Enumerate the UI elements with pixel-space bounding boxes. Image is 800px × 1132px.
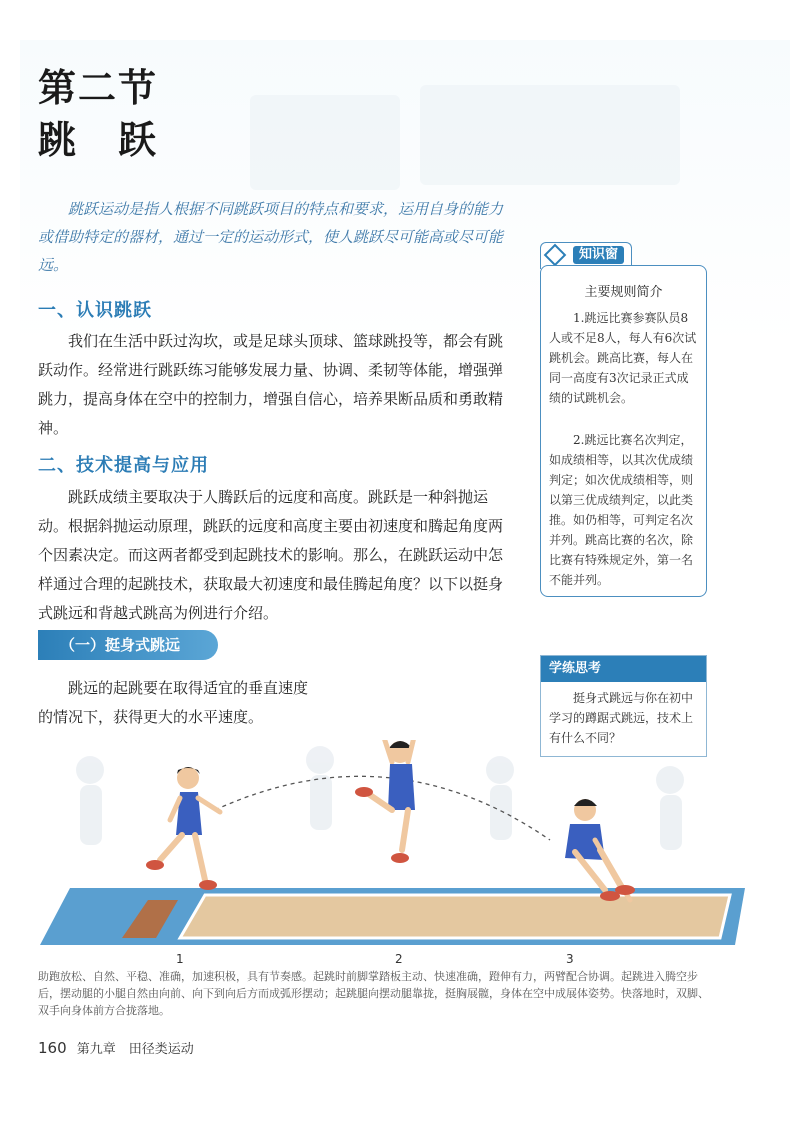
athlete-landing	[565, 799, 635, 901]
section-paragraph-recognize-jumping: 我们在生活中跃过沟坎，或是足球头顶球、篮球跳投等，都会有跳跃动作。经常进行跳跃练习能够发展力量、协调、柔韧等体能，增强弹跳力，提高身体在空中的控制力，增强自信心，培养果断品质和勇敢精神。	[38, 332, 504, 437]
figure-label-3: 3	[566, 952, 574, 966]
footer-chapter: 第九章 田径类运动	[76, 1042, 194, 1057]
section-paragraph-technique: 跳跃成绩主要取决于人腾跃后的远度和高度。跳跃是一种斜抛运动。根据斜抛运动原理，跳跃的远度和高度主要由初速度和腾起角度两个因素决定。而这两者都受到起跳技术的影响。那么，在跳跃运动中怎样通过合理的起跳技术，获取最大初速度和最佳腾起角度？以下以挺身式跳远和背越式跳高为例进行介绍。	[38, 488, 504, 622]
section-heading-recognize-jumping: 一、认识跳跃	[38, 300, 152, 321]
long-jump-illustration	[30, 740, 760, 955]
background-ghost-image	[250, 95, 400, 190]
chapter-number: 第二节	[38, 65, 159, 110]
figure-caption: 助跑放松、自然、平稳、准确，加速积极，具有节奏感。起跳时前脚掌踏板主动、快速准确，蹬伸有力，两臂配合协调。起跳进入腾空步后，摆动腿的小腿自然由向前、向下到向后方而成弧形摆动；起跳腿向摆动腿靠拢，挺胸展髋，身体在空中成展体姿势。快落地时，双脚、双手向身体前方合拢落地。	[38, 970, 709, 1017]
chapter-heading	[38, 62, 158, 166]
knowledge-rule-1: 1.跳远比赛参赛队员8人或不足8人，每人有6次试跳机会。跳高比赛，每人在同一高度有3次记录正式成绩的试跳机会。	[549, 311, 697, 405]
knowledge-window-title: 主要规则简介	[584, 285, 663, 300]
background-ghost-image	[420, 85, 680, 185]
athlete-flight	[355, 740, 420, 863]
practice-box-heading: 学练思考	[541, 656, 706, 682]
section-heading-technique: 二、技术提高与应用	[38, 455, 209, 476]
diamond-icon	[544, 244, 567, 267]
figure-label-1: 1	[176, 952, 184, 966]
subsection-bar-long-jump: （一）挺身式跳远	[38, 630, 218, 660]
knowledge-rule-2: 2.跳远比赛名次判定，如成绩相等，以其次优成绩判定；如次优成绩相等，则以第三优成绩判定，以此类推。如仍相等，可判定名次并列。跳高比赛的名次，除比赛有特殊规定外，第一名不能并列。	[549, 433, 694, 587]
practice-box-question: 挺身式跳远与你在初中学习的蹲踞式跳远，技术上有什么不同？	[549, 691, 694, 745]
page-number: 160	[38, 1039, 67, 1057]
page-footer	[38, 1038, 194, 1057]
knowledge-window-label: 知识窗	[573, 246, 624, 264]
figure-label-2: 2	[395, 952, 403, 966]
sand-pit	[180, 895, 730, 938]
intro-paragraph: 跳跃运动是指人根据不同跳跃项目的特点和要求，运用自身的能力或借助特定的器材，通过一定的运动形式，使人跳跃尽可能高或尽可能远。	[38, 200, 504, 274]
subsection-paragraph-long-jump: 跳远的起跳要在取得适宜的垂直速度的情况下，获得更大的水平速度。	[38, 679, 309, 726]
athlete-runup	[146, 767, 220, 890]
knowledge-window	[540, 265, 707, 597]
chapter-title: 跳 跃	[38, 117, 159, 162]
